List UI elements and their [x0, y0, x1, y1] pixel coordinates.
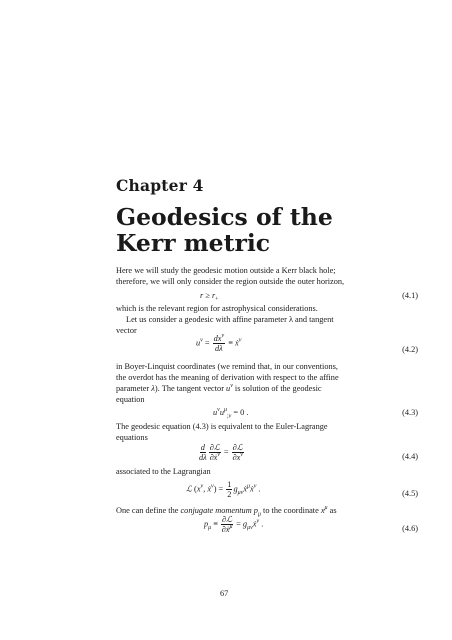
equation-4-1: $r \ge r_+$	[200, 291, 219, 303]
body-line: equations	[116, 433, 148, 442]
equation-number: (4.1)	[402, 291, 418, 300]
body-line: in Boyer-Linquist coordinates (we remind that, in our conventions,	[116, 362, 338, 371]
body-line: Let us consider a geodesic with affine parameter λ and tangent	[126, 315, 334, 324]
body-line: vector	[116, 326, 137, 335]
equation-4-6: $p_\mu$ ≡ $\frac{\text{∂ℒ}}{\partial ẋ^\mu}$ = $g_{\mu\nu}ẋ^\nu$ .	[204, 515, 264, 534]
body-line: One can define the conjugate momentum $p_\mu$ to the coordinate $x^\mu$ as	[116, 505, 337, 518]
fraction: $\frac{\text{∂ℒ}}{\partial ẋ^\nu}$	[209, 443, 221, 462]
equation-number: (4.2)	[402, 345, 418, 354]
fraction: $\frac{\text{∂ℒ}}{\partial x^\nu}$	[232, 443, 243, 462]
chapter-title: Geodesics of the Kerr metric	[116, 203, 333, 257]
body-line: parameter λ). The tangent vector $u^\nu$ is solution of the geodesic	[116, 383, 322, 393]
equation-4-2: $u^\nu$ = $\frac{dx^\nu}{d\lambda}$ ≡ ẋ$^\nu$	[196, 333, 242, 353]
equation-number: (4.3)	[402, 408, 418, 417]
fraction: $\frac{1}{2}$	[227, 480, 232, 499]
equation-4-5: ℒ ($x^\nu$, ẋ$^\nu$) = $\frac{1}{2}$ $g_{\mu\nu}ẋ^\mu ẋ^\nu$ .	[186, 480, 261, 499]
equation-number: (4.4)	[402, 452, 418, 461]
equation-4-4: $\frac{d}{d\lambda}$ $\frac{\text{∂ℒ}}{\partial ẋ^\nu}$ = $\frac{\text{∂ℒ}}{\partial x^\nu}$	[199, 443, 243, 462]
body-line: associated to the Lagrangian	[116, 467, 211, 476]
body-line: The geodesic equation (4.3) is equivalent to the Euler-Lagrange	[116, 422, 328, 431]
page-number: 67	[220, 589, 229, 598]
fraction: $\frac{d}{d\lambda}$	[199, 443, 207, 462]
body-line: the overdot has the meaning of derivation with respect to the affine	[116, 373, 339, 382]
chapter-label: Chapter 4	[116, 176, 204, 195]
fraction: $\frac{\text{∂ℒ}}{\partial ẋ^\mu}$	[221, 515, 233, 534]
body-line: therefore, we will only consider the region outside the outer horizon,	[116, 277, 345, 286]
equation-number: (4.5)	[402, 489, 418, 498]
body-line: which is the relevant region for astrophysical considerations.	[116, 304, 318, 313]
equation-4-3: $u^\nu u^\mu_{;\nu} = 0$ .	[213, 407, 249, 420]
fraction: $\frac{dx^\nu}{d\lambda}$	[213, 333, 225, 353]
body-line: Here we will study the geodesic motion outside a Kerr black hole;	[116, 266, 336, 275]
equation-number: (4.6)	[402, 524, 418, 533]
body-line: equation	[116, 395, 145, 404]
